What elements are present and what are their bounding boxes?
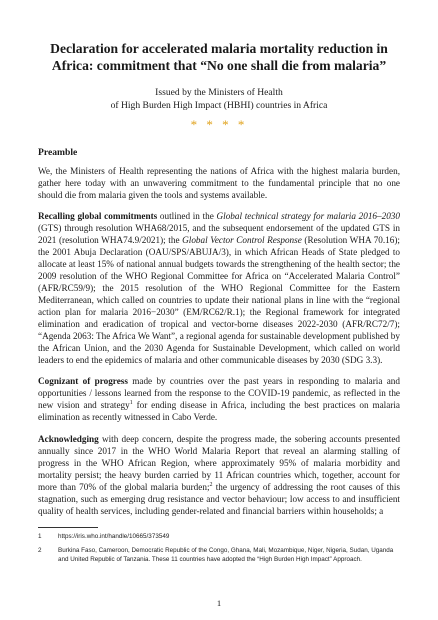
footnote-number: 1	[38, 533, 42, 540]
recalling-lead: Recalling global commitments	[38, 211, 158, 222]
intro-paragraph: We, the Ministers of Health representing the nations of Africa with the highest malaria burden, gather here today with an unwavering commitment to the fundamental principle that no one should die from malaria given the tools and systems available.	[38, 166, 400, 200]
footnote-text: Burkina Faso, Cameroon, Democratic Republic of the Congo, Ghana, Mali, Mozambique, Niger, Nigeria, Sudan, Uganda and United Republic of Tanzania. These 11 countries have adopted the “High Burden High Impact” Approach.	[58, 547, 394, 563]
footnote-divider	[38, 527, 98, 528]
cognizant-text-1: made by countries over the past years in responding to malaria and opportunities / lessons learned from the response to the COVID-19 pandemic, as reflected in the new vision and strategy	[38, 376, 400, 411]
preamble-heading: Preamble	[38, 147, 78, 158]
recalling-paragraph	[38, 210, 400, 366]
document-title: Declaration for accelerated malaria mortality reduction in Africa: commitment that “No one shall die from malaria”	[50, 41, 388, 73]
recalling-text-2: (GTS) through resolution WHA68/2015, and the subsequent endorsement of the updated GTS in 2021 (resolution WHA74.9/2021); the	[38, 223, 400, 246]
acknowledging-lead: Acknowledging	[38, 433, 99, 444]
page-number: 1	[216, 598, 222, 608]
footnote-number: 2	[38, 547, 42, 555]
footnote-ref-1[interactable]: 1	[129, 400, 133, 407]
cognizant-lead: Cognizant of progress	[38, 376, 128, 387]
recalling-text-1: outlined in the	[157, 211, 217, 222]
star-ornament: * * * *	[190, 117, 248, 132]
acknowledging-paragraph	[38, 433, 400, 517]
footnote-ref-2[interactable]: 2	[209, 481, 213, 488]
acknowledging-text-1: with deep concern, despite the progress made, the sobering accounts presented annually since 2017 in the WHO World Malaria Report that reveal an alarming stalling of progress in the WHO African Region, where approximately 95% of malaria morbidity and mortality persist; the heavy burden carried by 11 African countries which, together, account for more than 70% of the global malaria burden;	[38, 433, 400, 492]
acknowledging-text-2: the urgency of addressing the root causes of this stagnation, such as emerging drug resistance and vector behaviour; low access to and insufficient quality of health services, including gender-related and financial barriers within households; a	[38, 481, 400, 516]
recalling-text-3: (Resolution WHA 70.16); the 2001 Abuja Declaration (OAU/SPS/ABUJA/3), in which African Heads of State pledged to allocate at least 15% of national annual budgets towards the strengthening of the health sector; the 2009 resolution of the WHO Regional Committee for Africa on “Accelerated Malaria Control” (AFR/RC59/9); the 2015 resolution of the WHO Regional Committee for the Eastern Mediterranean, which called on countries to update their national plans in line with the “regional action plan for malaria 2016−2030” (EM/RC62/R.1); the Regional framework for integrated elimination and eradication of tropical and vector-borne diseases 2022-2030 (AFR/RC72/7); “Agenda 2063: The Africa We Want”, a regional agenda for sustainable development published by the African Union, and the 2030 Agenda for Sustainable Development, which called on world leaders to end the epidemics of malaria and other communicable diseases by 2030 (SDG 3.3).	[38, 235, 400, 366]
cognizant-text-2: for ending disease in Africa, including the best practices on malaria elimination as recently witnessed in Cabo Verde.	[38, 400, 400, 423]
cognizant-paragraph	[38, 375, 400, 423]
footnote-item	[38, 533, 400, 541]
gts-title: Global technical strategy for malaria 2016–2030	[216, 211, 400, 222]
footnote-item	[38, 547, 400, 564]
issuer-line-2: of High Burden High Impact (HBHI) countries in Africa	[110, 99, 328, 111]
gvcr-title: Global Vector Control Response	[182, 235, 302, 246]
footnote-link[interactable]: https://iris.who.int/handle/10665/373549	[58, 533, 170, 540]
issuer-block	[38, 87, 400, 112]
footnotes	[38, 533, 400, 570]
issuer-line-1: Issued by the Ministers of Health	[155, 87, 283, 98]
